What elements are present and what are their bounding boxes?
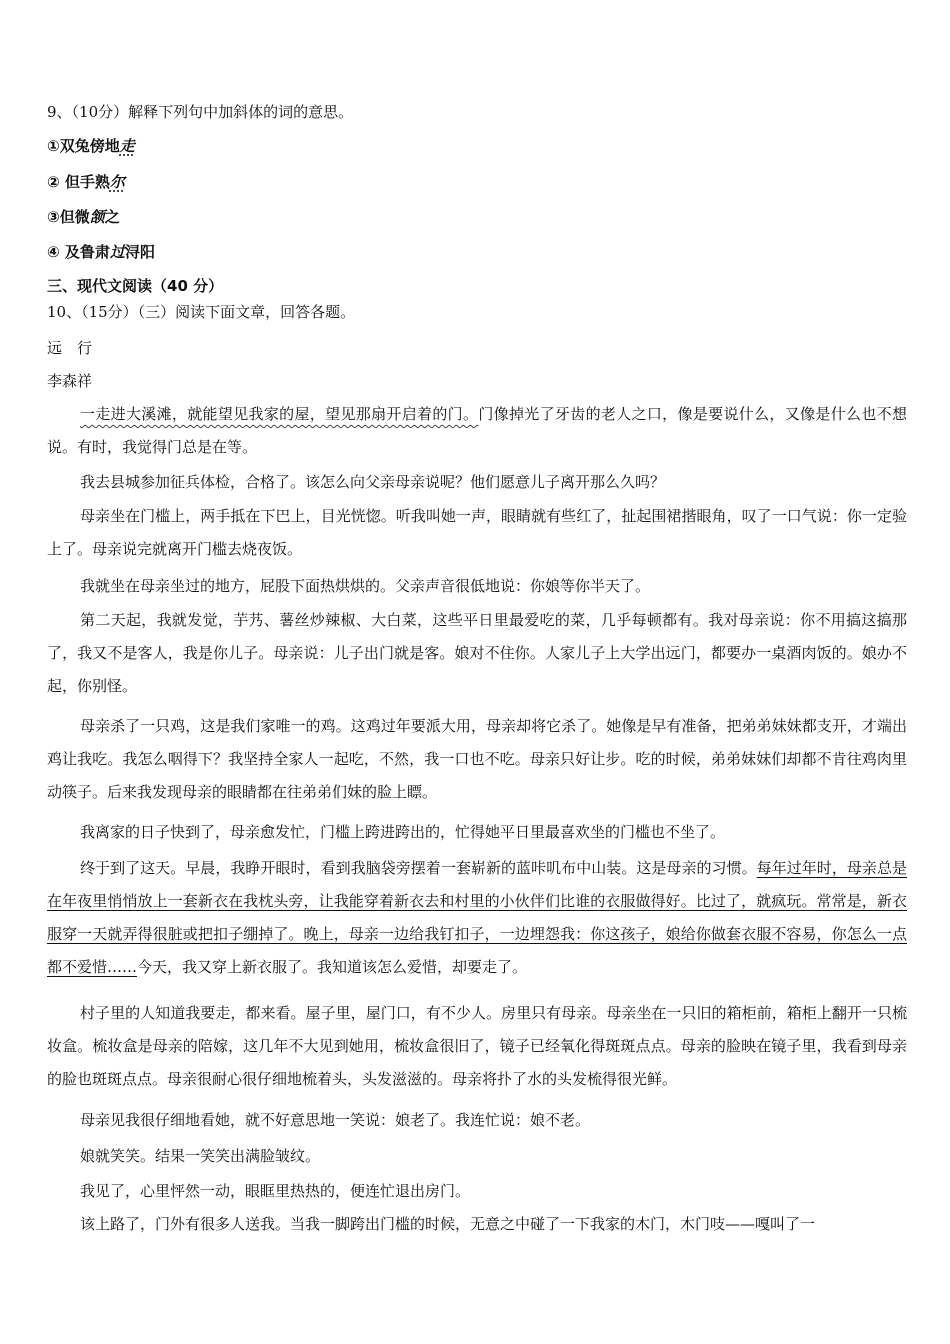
paragraph-11: 娘就笑笑。结果一笑笑出满脸皱纹。 <box>80 1147 321 1165</box>
paragraph-12: 我见了，心里怦然一动，眼眶里热热的，便连忙退出房门。 <box>80 1182 471 1200</box>
paragraph-10: 母亲见我很仔细地看她，就不好意思地一笑说：娘老了。我连忙说：娘不老。 <box>80 1111 591 1129</box>
article-author: 李森祥 <box>47 372 93 390</box>
paragraph-9: 村子里的人知道我要走，都来看。屋子里，屋门口，有不少人。房里只有母亲。母亲坐在一只旧的箱柜前，箱柜上翻开一只梳妆盒。梳妆盒是母亲的陪嫁，这几年不大见到她用，梳妆盒很旧了，镜子已经氧化得斑斑点点。母亲的脸映在镜子里，我看到母亲的脸也斑斑点点。母亲很耐心很仔细地梳着头，头发滋滋的。母亲将扑了水的头发梳得很光鲜。 <box>47 1004 907 1088</box>
section-heading: 三、现代文阅读（40 分） <box>47 277 224 295</box>
q9-title: 9、（10分）解释下列句中加斜体的词的意思。 <box>47 103 354 121</box>
q10-title: 10、（15分）（三）阅读下面文章，回答各题。 <box>47 303 356 321</box>
q9-item-1: ①双兔傍地走 <box>47 137 135 155</box>
q9-item-3: ③但微颔之 <box>47 208 120 226</box>
paragraph-3: 母亲坐在门槛上，两手抵在下巴上，目光恍惚。听我叫她一声，眼睛就有些红了，扯起围裙揩眼角，叹了一口气说：你一定验上了。母亲说完就离开门槛去烧夜饭。 <box>47 507 907 558</box>
q9-item-4: ④ 及鲁肃过浔阳 <box>47 243 155 261</box>
italic-word: 过 <box>109 243 125 261</box>
q9-item-2: ② 但手熟尔 <box>47 173 125 191</box>
article-title: 远 行 <box>47 339 93 357</box>
paragraph-13: 该上路了，门外有很多人送我。当我一脚跨出门槛的时候，无意之中碰了一下我家的木门，木门吱——嘎叫了一 <box>80 1215 816 1233</box>
italic-word: 尔 <box>109 173 125 191</box>
paragraph-6: 母亲杀了一只鸡，这是我们家唯一的鸡。这鸡过年要派大用，母亲却将它杀了。她像是早有准备，把弟弟妹妹都支开，才端出鸡让我吃。我怎么咽得下？我坚持全家人一起吃，不然，我一口也不吃。母亲只好让步。吃的时候，弟弟妹妹们却都不肯往鸡肉里动筷子。后来我发现母亲的眼睛都在往弟弟们妹的脸上瞟。 <box>47 717 907 801</box>
underlined-passage: 每年过年时，母亲总是在年夜里悄悄放上一套新衣在我枕头旁，让我能穿着新衣去和村里的小伙伴们比谁的衣服做得好。比过了，就疯玩。常常是，新衣服穿一天就弄得很脏或把扣子绷掉了。晚上，母亲一边给我钉扣子，一边埋怨我：你这孩子，娘给你做套衣服不容易，你怎么一点都不爱惜…… <box>47 859 907 976</box>
paragraph-7: 我离家的日子快到了，母亲愈发忙，门槛上跨进跨出的，忙得她平日里最喜欢坐的门槛也不坐了。 <box>80 823 726 841</box>
paragraph-5: 第二天起，我就发觉，芋艿、薯丝炒辣椒、大白菜，这些平日里最爱吃的菜，几乎每顿都有。我对母亲说：你不用搞这搞那了，我又不是客人，我是你儿子。母亲说：儿子出门就是客。娘对不住你。人家儿子上大学出远门，都要办一桌酒肉饭的。娘办不起，你别怪。 <box>47 611 907 695</box>
marked-sentence: 一走进大溪滩，就能望见我家的屋，望见那扇开启着的门。 <box>80 405 479 423</box>
paragraph-1: 一走进大溪滩，就能望见我家的屋，望见那扇开启着的门。门像掉光了牙齿的老人之口，像是要说什么，又像是什么也不想说。有时，我觉得门总是在等。 <box>47 405 907 456</box>
paragraph-2: 我去县城参加征兵体检，合格了。该怎么向父亲母亲说呢？他们愿意儿子离开那么久吗？ <box>80 473 666 491</box>
paragraph-4: 我就坐在母亲坐过的地方，屁股下面热烘烘的。父亲声音很低地说：你娘等你半天了。 <box>80 577 651 595</box>
paragraph-8: 终于到了这天。早晨，我睁开眼时，看到我脑袋旁摆着一套崭新的蓝咔叽布中山装。这是母亲的习惯。每年过年时，母亲总是在年夜里悄悄放上一套新衣在我枕头旁，让我能穿着新衣去和村里的小伙伴们比谁的衣服做得好。比过了，就疯玩。常常是，新衣服穿一天就弄得很脏或把扣子绷掉了。晚上，母亲一边给我钉扣子，一边埋怨我：你这孩子，娘给你做套衣服不容易，你怎么一点都不爱惜……今天，我又穿上新衣服了。我知道该怎么爱惜，却要走了。 <box>47 859 907 976</box>
italic-word: 颔 <box>89 208 105 226</box>
italic-word: 走 <box>119 137 135 155</box>
